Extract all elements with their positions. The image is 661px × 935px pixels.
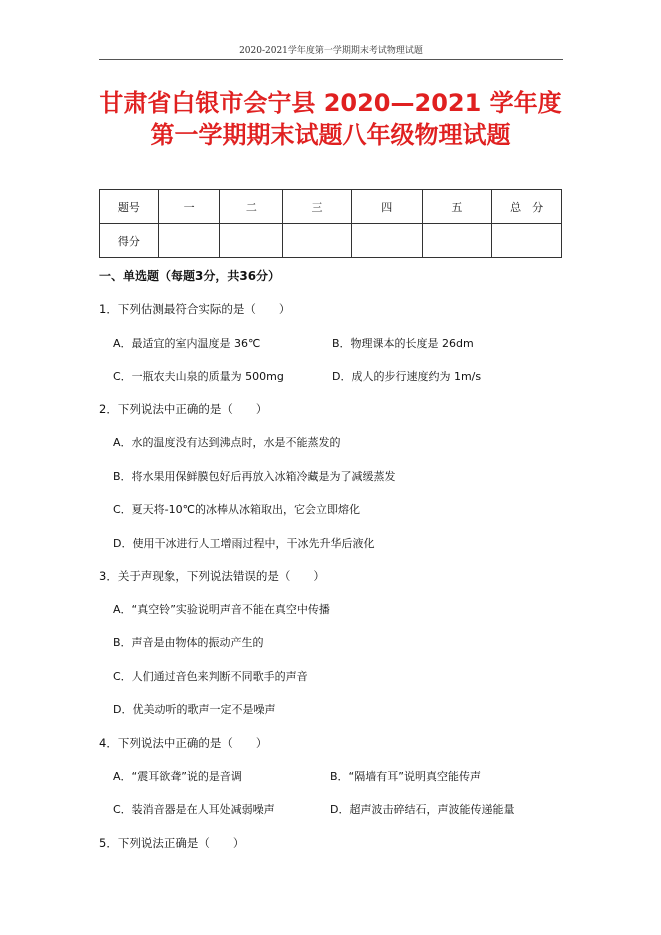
- question-4-option-b: B．“隔墙有耳”说明真空能传声: [330, 770, 481, 783]
- question-2-option-a: A．水的温度没有达到沸点时，水是不能蒸发的: [113, 436, 341, 449]
- score-cell-total[interactable]: [492, 224, 562, 258]
- question-1-option-b: B．物理课本的长度是 26dm: [332, 337, 474, 350]
- score-cell-5[interactable]: [422, 224, 492, 258]
- question-3-option-b: B．声音是由物体的振动产生的: [113, 636, 264, 649]
- question-5-stem: 5．下列说法正确是（ ）: [99, 836, 245, 850]
- question-1-option-d: D．成人的步行速度约为 1m/s: [332, 370, 482, 383]
- title-line-1: 甘肃省白银市会宁县 2020—2021 学年度: [99, 89, 562, 117]
- cell-section-3: 三: [283, 190, 352, 224]
- cell-question-number: 题号: [100, 190, 159, 224]
- question-3-option-d: D．优美动听的歌声一定不是噪声: [113, 703, 276, 716]
- score-cell-4[interactable]: [351, 224, 422, 258]
- score-table-score-row: [100, 224, 562, 258]
- question-4-option-a: A．“震耳欲聋”说的是音调: [113, 770, 242, 783]
- question-3-option-c: C．人们通过音色来判断不同歌手的声音: [113, 670, 308, 683]
- cell-section-4: 四: [351, 190, 422, 224]
- cell-total: 总 分: [492, 190, 562, 224]
- score-cell-3[interactable]: [283, 224, 352, 258]
- question-3-stem: 3．关于声现象，下列说法错误的是（ ）: [99, 569, 325, 583]
- section-heading: 一、单选题（每题3分，共36分）: [99, 269, 281, 283]
- page-header: 2020-2021学年度第一学期期末考试物理试题: [99, 43, 563, 60]
- score-table-header-row: [100, 190, 562, 224]
- question-2-option-b: B．将水果用保鲜膜包好后再放入冰箱冷藏是为了减缓蒸发: [113, 470, 396, 483]
- score-cell-1[interactable]: [158, 224, 220, 258]
- question-3-option-a: A．“真空铃”实验说明声音不能在真空中传播: [113, 603, 330, 616]
- question-2-stem: 2．下列说法中正确的是（ ）: [99, 402, 268, 416]
- cell-section-2: 二: [220, 190, 283, 224]
- title-line-2: 第一学期期末试题八年级物理试题: [150, 121, 511, 149]
- question-4-option-c: C．装消音器是在人耳处减弱噪声: [113, 803, 275, 816]
- cell-section-1: 一: [158, 190, 220, 224]
- question-2-option-c: C．夏天将-10℃的冰棒从冰箱取出，它会立即熔化: [113, 503, 360, 516]
- question-1-option-c: C．一瓶农夫山泉的质量为 500mg: [113, 370, 284, 383]
- cell-score-label: 得分: [100, 224, 159, 258]
- question-2-option-d: D．使用干冰进行人工增雨过程中，干冰先升华后液化: [113, 537, 375, 550]
- question-1-stem: 1．下列估测最符合实际的是（ ）: [99, 302, 291, 316]
- question-4-stem: 4．下列说法中正确的是（ ）: [99, 736, 268, 750]
- cell-section-5: 五: [422, 190, 492, 224]
- question-1-option-a: A．最适宜的室内温度是 36℃: [113, 337, 261, 350]
- score-table: [99, 189, 562, 258]
- score-cell-2[interactable]: [220, 224, 283, 258]
- question-4-option-d: D．超声波击碎结石，声波能传递能量: [330, 803, 515, 816]
